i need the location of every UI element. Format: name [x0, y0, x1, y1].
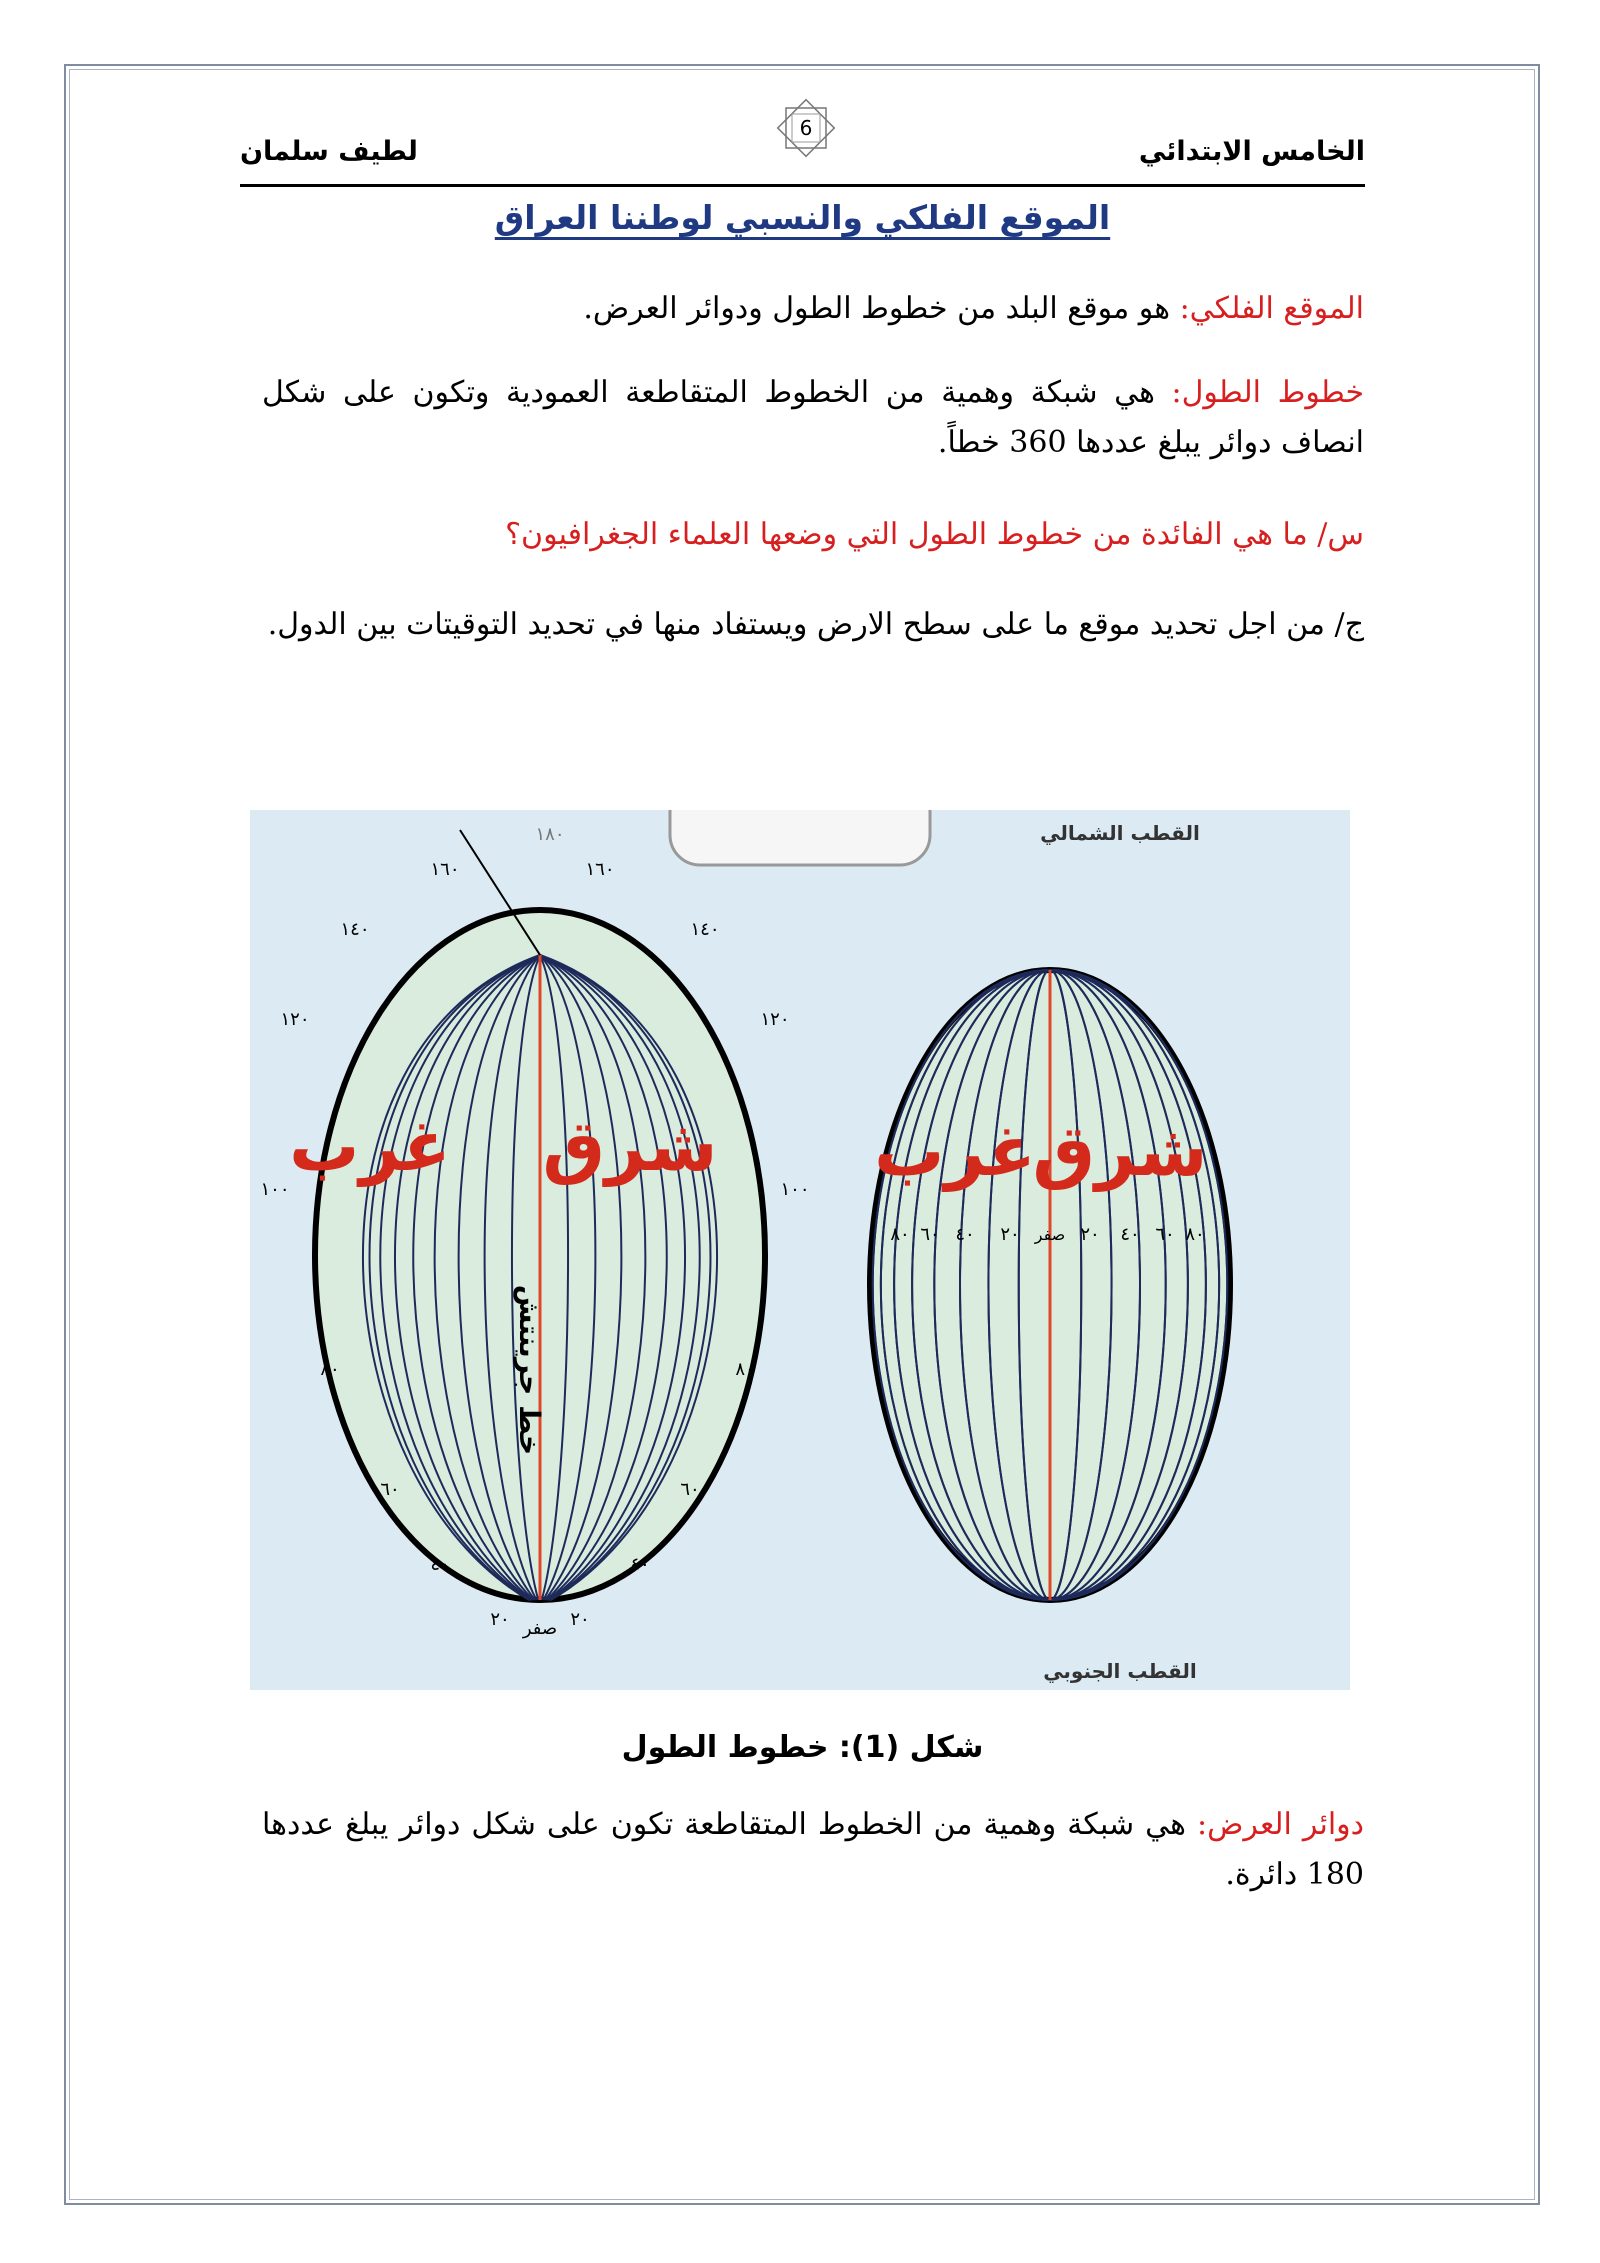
callout-bubble: [670, 810, 930, 865]
right-east-tick-3: ٨٠: [1185, 1224, 1205, 1245]
question: س/ ما هي الفائدة من خطوط الطول التي وضعها العلماء الجغرافيون؟: [505, 517, 1364, 552]
definition-astronomical: [262, 284, 1364, 334]
right-east-tick-1: ٤٠: [1120, 1224, 1140, 1245]
term-longitude: خطوط الطول:: [1171, 375, 1364, 410]
left-east-tick-2: ١٢٠: [760, 1009, 790, 1030]
south-pole-label: القطب الجنوبي: [1043, 1659, 1197, 1683]
answer: ج/ من اجل تحديد موقع ما على سطح الارض ويستفاد منها في تحديد التوقيتات بين الدول.: [267, 607, 1364, 642]
longitude-globes-image: [250, 810, 1350, 1690]
left-east-tick-1: ١٤٠: [690, 919, 720, 940]
author-name: لطيف سلمان: [240, 136, 418, 167]
right-east-tick-2: ٦٠: [1155, 1224, 1175, 1245]
definition-longitude-text: هي شبكة وهمية من الخطوط المتقاطعة العمودية وتكون على شكل انصاف دوائر يبلغ عددها 360 خطاً.: [262, 375, 1364, 460]
left-west-tick-0: ١٦٠: [430, 859, 460, 880]
left-east-tick-0: ١٦٠: [585, 859, 615, 880]
left-top-label: ١٨٠: [535, 824, 565, 845]
left-west-tick-1: ١٤٠: [340, 919, 370, 940]
left-west-label: غرب: [289, 1105, 451, 1187]
left-west-tick-6: ٤٠: [430, 1554, 450, 1575]
figure-caption: شكل (1): خطوط الطول: [621, 1730, 984, 1765]
right-west-tick-0: ٢٠: [1000, 1224, 1020, 1245]
left-east-tick-4: ٨٠: [735, 1359, 755, 1380]
definition-longitude: [262, 368, 1364, 468]
greenwich-label: خط جرينتش: [513, 1284, 546, 1456]
right-west-tick-3: ٨٠: [890, 1224, 910, 1245]
left-east-tick-7: ٢٠: [570, 1609, 590, 1630]
left-east-tick-6: ٤٠: [630, 1554, 650, 1575]
left-west-tick-7: ٢٠: [490, 1609, 510, 1630]
term-astronomical: الموقع الفلكي:: [1179, 291, 1364, 326]
left-east-label: شرق: [542, 1105, 718, 1187]
left-west-tick-2: ١٢٠: [280, 1009, 310, 1030]
right-west-label: غرب: [874, 1110, 1036, 1192]
longitude-figure: [250, 810, 1350, 1690]
term-latitude: دوائر العرض:: [1197, 1807, 1365, 1842]
north-pole-label: القطب الشمالي: [1040, 821, 1200, 845]
left-west-tick-5: ٦٠: [380, 1479, 400, 1500]
right-east-label: شرق: [1032, 1110, 1208, 1192]
grade-label: الخامس الابتدائي: [1138, 136, 1365, 167]
left-east-tick-3: ١٠٠: [780, 1179, 810, 1200]
page-title: الموقع الفلكي والنسبي لوطننا العراق: [494, 198, 1111, 237]
definition-latitude-text: هي شبكة وهمية من الخطوط المتقاطعة تكون على شكل دوائر يبلغ عددها 180 دائرة.: [262, 1807, 1364, 1892]
left-west-tick-4: ٨٠: [320, 1359, 340, 1380]
left-zero-label: صفر: [522, 1618, 558, 1639]
right-west-tick-2: ٦٠: [920, 1224, 940, 1245]
definition-latitude: [262, 1800, 1364, 1900]
page-number-emblem: [762, 96, 850, 166]
header-rule: [240, 184, 1365, 187]
left-east-tick-5: ٦٠: [680, 1479, 700, 1500]
page-number: 6: [799, 116, 813, 140]
definition-astronomical-text: هو موقع البلد من خطوط الطول ودوائر العرض.: [583, 291, 1180, 326]
right-east-tick-0: ٢٠: [1080, 1224, 1100, 1245]
right-zero-label: صفر: [1034, 1225, 1066, 1244]
right-west-tick-1: ٤٠: [955, 1224, 975, 1245]
left-west-tick-3: ١٠٠: [260, 1179, 290, 1200]
